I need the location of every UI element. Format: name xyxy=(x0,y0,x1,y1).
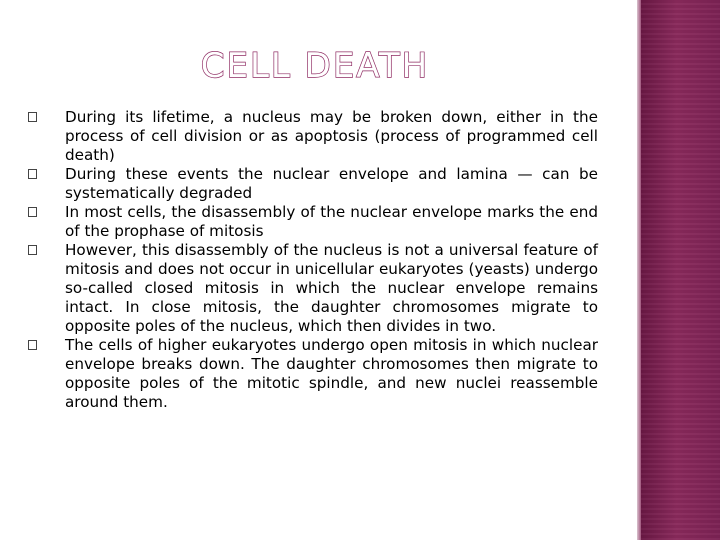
bullet-text: However, this disassembly of the nucleus is not a universal feature of mitosis and does not occur in unicellular eukaryotes (yeasts) undergo so-called closed mitosis in which the nuclear envelope remains intact. In close mitosis, the daughter chromosomes migrate to opposite poles of the nucleus, which then divides in two. xyxy=(65,241,598,335)
bullet-text: During these events the nuclear envelope and lamina — can be systematically degraded xyxy=(65,165,598,202)
checkbox-bullet-icon xyxy=(28,207,37,217)
checkbox-bullet-icon xyxy=(28,169,37,179)
bullet-text: During its lifetime, a nucleus may be broken down, either in the process of cell division or as apoptosis (process of programmed cell death) xyxy=(65,108,598,164)
bullet-list xyxy=(28,108,598,412)
bullet-text: The cells of higher eukaryotes undergo open mitosis in which nuclear envelope breaks down. The daughter chromosomes then migrate to opposite poles of the mitotic spindle, and new nuclei reassemble around them. xyxy=(65,336,598,411)
bullet-item xyxy=(28,108,598,165)
bullet-item xyxy=(28,165,598,203)
checkbox-bullet-icon xyxy=(28,340,37,350)
bullet-text: In most cells, the disassembly of the nuclear envelope marks the end of the prophase of mitosis xyxy=(65,203,598,240)
bullet-item xyxy=(28,203,598,241)
bullet-item xyxy=(28,241,598,336)
bullet-item xyxy=(28,336,598,412)
slide-title: CELL DEATH xyxy=(200,46,430,86)
checkbox-bullet-icon xyxy=(28,245,37,255)
decorative-sidebar xyxy=(641,0,720,540)
checkbox-bullet-icon xyxy=(28,112,37,122)
